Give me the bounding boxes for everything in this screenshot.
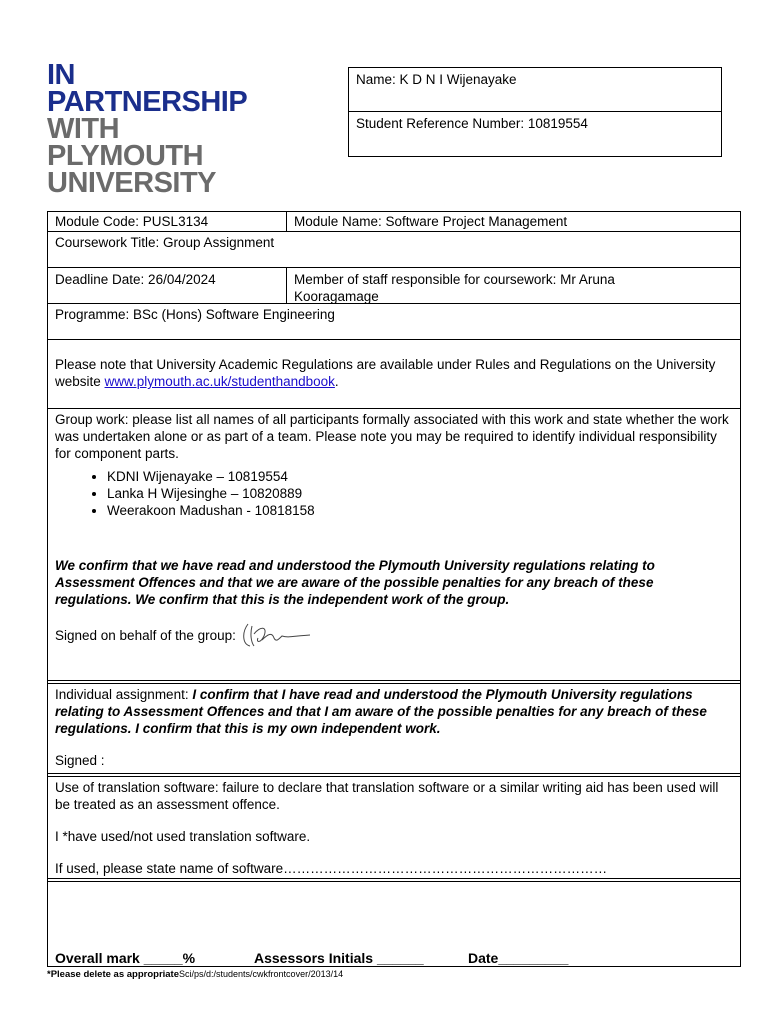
- group-work-intro: Group work: please list all names of all participants formally associated with this work and state whether the work was undertaken alone or as part of a team. Please note you may be required to identify individual responsibility for component parts.: [55, 412, 729, 461]
- module-row: [48, 212, 740, 231]
- group-signature-row: [55, 618, 733, 652]
- staff-responsible: Member of staff responsible for coursework: Mr Aruna Kooragamage: [286, 268, 740, 303]
- member-item: • KDNI Wijenayake – 10819554: [107, 468, 733, 485]
- individual-confirmation: I confirm that I have read and understood the Plymouth University regulations relating to Assessment Offences and that I am aware of the possible penalties for any breach of these regulations. I confirm that this is my own independent work.: [55, 687, 707, 736]
- logo-line-1: IN: [47, 59, 75, 91]
- logo-line-4: PLYMOUTH: [47, 140, 204, 172]
- coursework-title: Coursework Title: Group Assignment: [48, 231, 740, 267]
- translation-software-name: If used, please state name of software………………………………………………………………: [55, 861, 608, 876]
- student-reference: Student Reference Number: 10819554: [349, 111, 721, 154]
- student-name: Name: K D N I Wijenayake: [356, 72, 517, 87]
- individual-statement: [55, 686, 733, 737]
- programme: Programme: BSc (Hons) Software Engineering: [48, 303, 740, 339]
- footer-delete-note: *Please delete as appropriate: [47, 969, 180, 980]
- individual-section: [48, 680, 740, 773]
- translation-section: [48, 773, 740, 878]
- member-item: • Weerakoon Madushan - 10818158: [107, 502, 733, 519]
- group-work-section: [48, 408, 740, 680]
- overall-mark: Overall mark _____%: [55, 950, 196, 966]
- marks-section: [48, 878, 740, 966]
- assessment-date: Date_________: [468, 950, 569, 966]
- deadline-row: [48, 267, 740, 303]
- individual-label: Individual assignment:: [55, 687, 193, 702]
- deadline-date: Deadline Date: 26/04/2024: [55, 272, 216, 287]
- regulations-end: .: [334, 374, 339, 389]
- footer-reference: Sci/ps/d:/students/cwkfrontcover/2013/14: [179, 969, 344, 979]
- member-item: • Lanka H Wijesinghe – 10820889: [107, 485, 733, 502]
- individual-signed-label: Signed :: [55, 753, 105, 768]
- logo-line-2: PARTNERSHIP: [47, 86, 248, 118]
- group-signed-label: Signed on behalf of the group:: [55, 627, 236, 643]
- student-info-box: [348, 67, 722, 157]
- coursework-form: [47, 211, 741, 967]
- member-list: [55, 468, 733, 519]
- university-logo: [47, 59, 248, 199]
- logo-line-5: UNIVERSITY: [47, 167, 217, 199]
- translation-statement: I *have used/not used translation software.: [55, 829, 311, 844]
- logo-line-3: WITH: [47, 113, 120, 145]
- assessors-initials: Assessors Initials ______: [254, 950, 424, 966]
- regulations-note: [48, 339, 740, 408]
- module-code: Module Code: PUSL3134: [55, 214, 209, 229]
- group-confirmation: We confirm that we have read and understood the Plymouth University regulations relating to Assessment Offences and that we are aware of the possible penalties for any breach of these regulations. We confirm that this is the independent work of the group.: [55, 558, 655, 607]
- module-name: Module Name: Software Project Management: [286, 212, 740, 231]
- student-handbook-link[interactable]: www.plymouth.ac.uk/studenthandbook: [104, 374, 335, 389]
- regulations-text: Please note that University Academic Regulations are available under Rules and Regulations on the University website: [55, 357, 716, 389]
- footer-note: [47, 969, 343, 980]
- signature-icon: [238, 618, 318, 652]
- translation-warning: Use of translation software: failure to declare that translation software or a similar writing aid has been used will be treated as an assessment offence.: [55, 780, 719, 812]
